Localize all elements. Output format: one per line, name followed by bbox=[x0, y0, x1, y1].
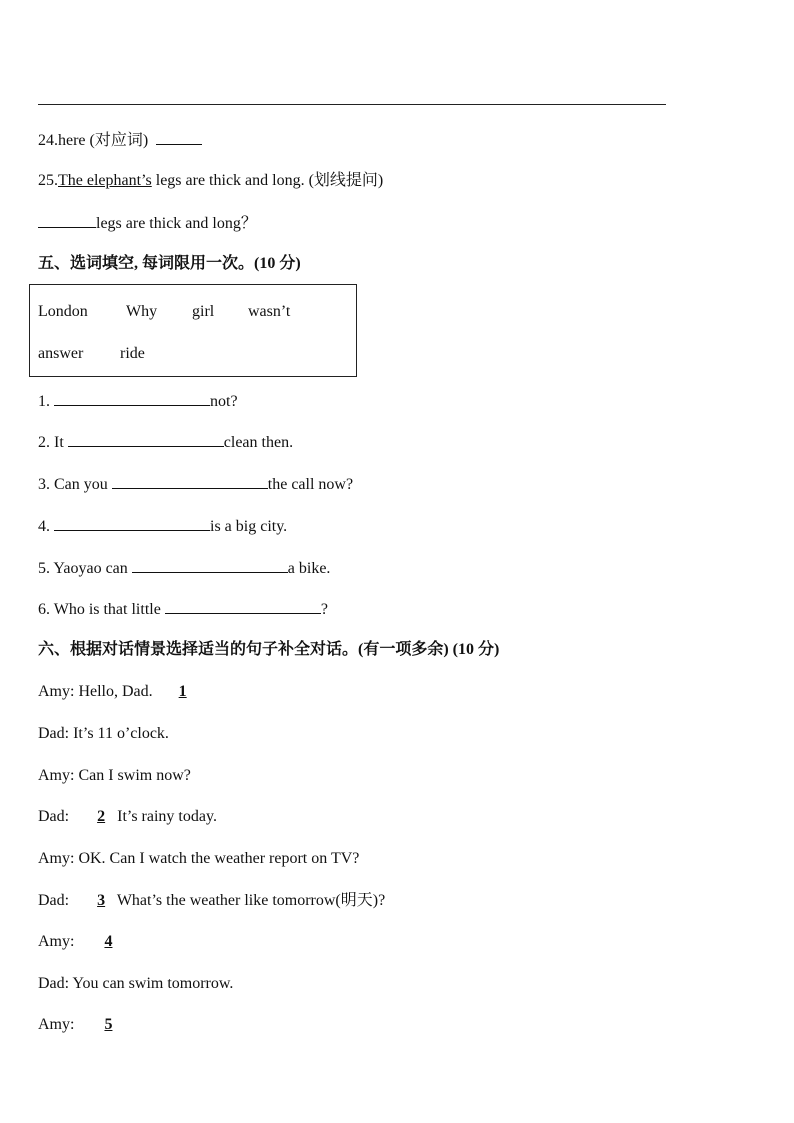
fill-blank-5[interactable] bbox=[132, 558, 288, 573]
dialogue-line-8 bbox=[38, 974, 233, 994]
fill-item-1 bbox=[38, 391, 238, 412]
fill-item-4 bbox=[38, 516, 287, 537]
dialogue-text: Dad: bbox=[38, 808, 74, 825]
word-bank-word: girl bbox=[192, 303, 215, 320]
question-25-text: legs are thick and long. (划线提问) bbox=[151, 172, 384, 189]
fill-item-suffix: a bike. bbox=[287, 560, 331, 577]
fill-item-suffix: is a big city. bbox=[210, 518, 288, 535]
answer-blank-24[interactable] bbox=[156, 130, 202, 145]
question-25-answer-suffix: legs are thick and long？ bbox=[96, 215, 257, 232]
fill-item-prefix: 6. Who is that little bbox=[38, 601, 165, 618]
question-25-number: 25. bbox=[38, 172, 58, 189]
fill-item-prefix: 4. bbox=[38, 518, 54, 535]
fill-item-prefix: 5. Yaoyao can bbox=[38, 560, 132, 577]
fill-blank-1[interactable] bbox=[54, 391, 210, 406]
dialogue-line-7 bbox=[38, 932, 124, 952]
word-bank-word: London bbox=[38, 303, 88, 320]
fill-item-prefix: 3. Can you bbox=[38, 476, 112, 493]
fill-blank-4[interactable] bbox=[54, 516, 210, 531]
word-bank-box bbox=[29, 284, 357, 377]
dialogue-text: Amy: bbox=[38, 1016, 79, 1033]
dialogue-line-4 bbox=[38, 807, 217, 827]
dialogue-text: Dad: It’s 11 o’clock. bbox=[38, 725, 169, 742]
word-bank-word: answer bbox=[38, 345, 84, 362]
question-24 bbox=[38, 130, 202, 151]
dialogue-gap-4[interactable]: 4 bbox=[104, 933, 113, 950]
dialogue-after-text: What’s the weather like tomorrow(明天)? bbox=[113, 892, 386, 909]
dialogue-line-5 bbox=[38, 849, 359, 869]
fill-item-suffix: ? bbox=[320, 601, 328, 618]
dialogue-text: Amy: OK. Can I watch the weather report on TV? bbox=[38, 850, 360, 867]
question-25-underlined-phrase: The elephant’s bbox=[58, 172, 152, 189]
dialogue-text: Dad: You can swim tomorrow. bbox=[38, 975, 234, 992]
fill-item-prefix: 1. bbox=[38, 393, 54, 410]
fill-item-prefix: 2. It bbox=[38, 434, 68, 451]
question-25 bbox=[38, 171, 383, 191]
fill-item-suffix: not? bbox=[210, 393, 238, 410]
dialogue-gap-1[interactable]: 1 bbox=[178, 683, 187, 700]
word-bank-word: ride bbox=[120, 345, 145, 362]
dialogue-gap-3[interactable]: 3 bbox=[97, 892, 106, 909]
dialogue-line-9 bbox=[38, 1015, 124, 1035]
fill-item-3 bbox=[38, 474, 353, 495]
dialogue-line-6 bbox=[38, 891, 385, 911]
fill-item-5 bbox=[38, 558, 330, 579]
fill-item-6 bbox=[38, 599, 328, 620]
fill-blank-3[interactable] bbox=[112, 474, 268, 489]
dialogue-gap-2[interactable]: 2 bbox=[97, 808, 106, 825]
answer-blank-25[interactable] bbox=[38, 213, 96, 228]
dialogue-text: Dad: bbox=[38, 892, 74, 909]
fill-blank-6[interactable] bbox=[165, 599, 321, 614]
dialogue-text: Amy: bbox=[38, 933, 79, 950]
top-divider-line bbox=[38, 104, 666, 105]
section-5-title: 五、选词填空, 每词限用一次。(10 分) bbox=[38, 255, 301, 272]
dialogue-gap-5[interactable]: 5 bbox=[104, 1016, 113, 1033]
word-bank-word: Why bbox=[126, 303, 158, 320]
fill-item-2 bbox=[38, 432, 293, 453]
section-6-title: 六、根据对话情景选择适当的句子补全对话。(有一项多余) (10 分) bbox=[38, 641, 500, 658]
dialogue-line-3 bbox=[38, 766, 191, 786]
fill-item-suffix: the call now? bbox=[267, 476, 354, 493]
fill-blank-2[interactable] bbox=[68, 432, 224, 447]
question-25-answer-line bbox=[38, 213, 257, 234]
dialogue-text: Amy: Hello, Dad. bbox=[38, 683, 157, 700]
dialogue-line-2 bbox=[38, 724, 169, 744]
fill-item-suffix: clean then. bbox=[223, 434, 294, 451]
dialogue-line-1 bbox=[38, 682, 199, 702]
question-24-text: 24.here (对应词) bbox=[38, 132, 149, 149]
word-bank-word: wasn’t bbox=[248, 303, 291, 320]
dialogue-text: Amy: Can I swim now? bbox=[38, 767, 191, 784]
dialogue-after-text: It’s rainy today. bbox=[113, 808, 217, 825]
